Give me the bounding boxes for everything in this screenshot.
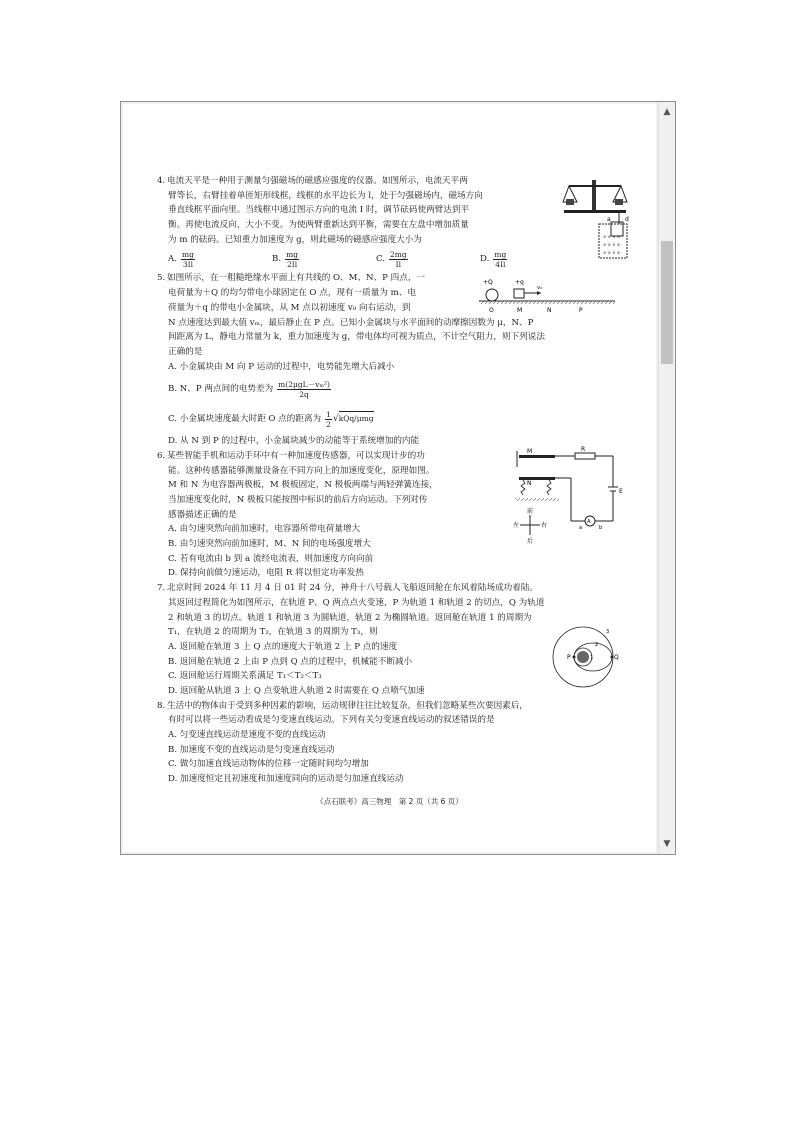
- svg-text:M: M: [527, 448, 533, 455]
- svg-text:1: 1: [590, 655, 594, 661]
- q5-option-a: A. 小金属块由 M 向 P 运动的过程中，电势能先增大后减小: [168, 361, 395, 372]
- q4-option-a: A. $\frac{mg}{3Il}$: [168, 249, 194, 269]
- vertical-scrollbar[interactable]: [658, 102, 675, 854]
- q4-balance-figure: [559, 174, 631, 260]
- q8-option-d: D. 加速度恒定且初速度和加速度同向的运动是匀加速直线运动: [168, 774, 404, 785]
- svg-text:+q: +q: [515, 279, 524, 286]
- q5-line-4: N 点速度达到最大值 vₘ，最后静止在 P 点。已知小金属块与水平面间的动摩擦因数为 μ，N、P: [168, 317, 534, 328]
- document-page: [123, 104, 656, 852]
- svg-text:+Q: +Q: [483, 279, 493, 286]
- svg-text:P: P: [567, 654, 571, 661]
- q4-line-5: 为 m 的砝码。已知重力加速度为 g，则此磁场的磁感应强度大小为: [168, 234, 422, 245]
- q6-option-b: B. 由匀速突然向前加速时，M、N 间的电场强度增大: [168, 539, 371, 550]
- q7-option-a: A. 返回舱在轨道 3 上 Q 点的速度大于轨道 2 上 P 点的速度: [168, 641, 398, 652]
- q8-option-c: C. 做匀加速直线运动物体的位移一定随时间均匀增加: [168, 759, 369, 770]
- q6-option-c: C. 若有电流由 b 到 a 流经电流表，则加速度方向向前: [168, 553, 374, 564]
- q6-option-d: D. 保持向前做匀速运动，电阻 R 将以恒定功率发热: [168, 568, 364, 579]
- q6-line-4: 当加速度变化时，N 极板只能按图中标识的前后方向运动。下列对传: [168, 495, 428, 505]
- page-footer: 《点石联考》高三物理 第 2 页（共 6 页）: [316, 797, 463, 806]
- q8-line-2: 有时可以将一些运动看成是匀变速直线运动。下列有关匀变速直线运动的叙述错误的是: [168, 715, 495, 726]
- q5-option-c: C. 小金属块速度最大时距 O 点的距离为 $\frac{1}{2}$ √ kQq/μmg: [168, 409, 374, 429]
- svg-text:M: M: [517, 307, 523, 314]
- scroll-up-icon[interactable]: ▲: [663, 107, 671, 117]
- q5-line-2: 电荷量为＋Q 的均匀带电小球固定在 O 点，现有一质量为 m、电: [168, 288, 417, 299]
- q6-line-1: 6. 某些智能手机和运动手环中有一种加速度传感器，可以实现计步的功: [157, 450, 425, 461]
- q6-line-5: 感器描述正确的是: [168, 509, 237, 520]
- svg-text:左: 左: [513, 522, 520, 529]
- q8-option-b: B. 加速度不变的直线运动是匀变速直线运动: [168, 744, 335, 755]
- q5-option-d: D. 从 N 到 P 的过程中，小金属块减少的动能等于系统增加的内能: [168, 436, 420, 447]
- svg-text:N: N: [547, 307, 552, 314]
- svg-text:× × × ×: × × × ×: [603, 250, 621, 255]
- svg-text:N: N: [527, 480, 532, 487]
- scroll-thumb[interactable]: [661, 241, 673, 364]
- q7-orbit-figure: [543, 626, 623, 688]
- svg-text:v₀: v₀: [537, 285, 542, 291]
- q4-line-4: 衡。再使电流反向，大小不变。为使两臂重新达到平衡，需要在左盘中增加质量: [168, 220, 469, 231]
- q4-option-b: B. $\frac{mg}{2Il}$: [272, 249, 298, 269]
- q7-option-d: D. 返回舱从轨道 3 上 Q 点变轨进入轨道 2 时需要在 Q 点喷气加速: [168, 685, 425, 696]
- svg-text:2: 2: [595, 642, 599, 648]
- q5-line-1: 5. 如图所示，在一粗糙绝缘水平面上有共线的 O、M、N、P 四点，一: [157, 273, 426, 284]
- q8-line-1: 8. 生活中的物体由于受到多种因素的影响，运动规律往往比较复杂，但我们忽略某些次要因素后，: [157, 700, 528, 711]
- q7-line-3: 2 和轨道 3 的切点。轨道 1 和轨道 3 为圆轨道，轨道 2 为椭圆轨道。返回舱在轨道 1 的周期为: [168, 612, 532, 623]
- q5-line-6: 正确的是: [168, 346, 203, 357]
- svg-text:E: E: [619, 488, 623, 495]
- document-viewer[interactable]: [120, 101, 676, 855]
- svg-text:× × × ×: × × × ×: [603, 242, 621, 247]
- q5-line-5: 间距离为 L，静电力常量为 k，重力加速度为 g，带电体均可视为质点，不计空气阻力，则下列说法: [168, 332, 545, 343]
- q4-options: [157, 247, 597, 271]
- svg-text:前: 前: [527, 508, 534, 515]
- svg-text:a: a: [607, 216, 611, 223]
- q6-option-a: A. 由匀速突然向前加速时，电容器所带电荷量增大: [168, 524, 361, 535]
- svg-text:后: 后: [527, 538, 534, 545]
- svg-text:右: 右: [541, 522, 548, 529]
- q7-option-b: B. 返回舱在轨道 2 上由 P 点到 Q 点的过程中，机械能不断减小: [168, 656, 413, 667]
- q4-line-2: 臂等长，右臂挂着单匝矩形线框，线框的水平边长为 l，处于匀强磁场内，磁场方向: [168, 190, 483, 201]
- svg-text:× × × ×: × × × ×: [603, 234, 621, 239]
- svg-text:P: P: [579, 307, 583, 314]
- q7-line-2: 其返回过程简化为如图所示，在轨道 P、Q 两点点火变速，P 为轨道 1 和轨道 2 的切点，Q 为轨道: [168, 597, 545, 608]
- svg-text:3: 3: [606, 629, 610, 635]
- q7-line-4: T₁，在轨道 2 的周期为 T₂，在轨道 3 的周期为 T₃，则: [168, 627, 378, 638]
- svg-text:b: b: [599, 525, 603, 531]
- svg-text:R: R: [581, 446, 586, 453]
- svg-text:A: A: [587, 519, 591, 525]
- svg-text:a: a: [579, 525, 583, 531]
- q6-sensor-figure: [515, 447, 627, 545]
- q8-option-a: A. 匀变速直线运动是速度不变的直线运动: [168, 730, 326, 740]
- q4-option-c: C. $\frac{2mg}{Il}$: [376, 249, 407, 269]
- q6-line-3: M 和 N 为电容器两极板，M 极板固定，N 极板两端与两轻弹簧连接，: [168, 480, 438, 491]
- q7-line-1: 7. 北京时间 2024 年 11 月 4 日 01 时 24 分，神舟十八号载人飞船返回舱在东风着陆场成功着陆。: [157, 583, 539, 594]
- svg-text:Q: Q: [614, 654, 619, 661]
- q4-line-1: 4. 电流天平是一种用于测量匀强磁场的磁感应强度的仪器。如图所示，电流天平两: [157, 176, 468, 186]
- scroll-down-icon[interactable]: ▼: [663, 839, 671, 849]
- q5-track-figure: [479, 274, 615, 314]
- q4-option-d: D. $\frac{mg}{4Il}$: [480, 249, 507, 269]
- q5-line-3: 荷量为＋q 的带电小金属块，从 M 点以初速度 v₀ 向右运动，到: [168, 302, 411, 313]
- q4-line-3: 垂直线框平面向里。当线框中通过图示方向的电流 I 时，调节砝码使两臂达到平: [168, 205, 470, 216]
- q5-option-b: B. N、P 两点间的电势差为 $\frac{\text{m(2μgL－vₘ²)}}{2q}$: [168, 379, 330, 399]
- svg-text:d: d: [625, 216, 629, 223]
- q6-line-2: 能。这种传感器能够测量设备在不同方向上的加速度变化，原理如图。: [168, 465, 435, 476]
- svg-text:O: O: [489, 307, 494, 314]
- q7-option-c: C. 返回舱运行周期关系满足 T₁＜T₂＜T₃: [168, 671, 322, 682]
